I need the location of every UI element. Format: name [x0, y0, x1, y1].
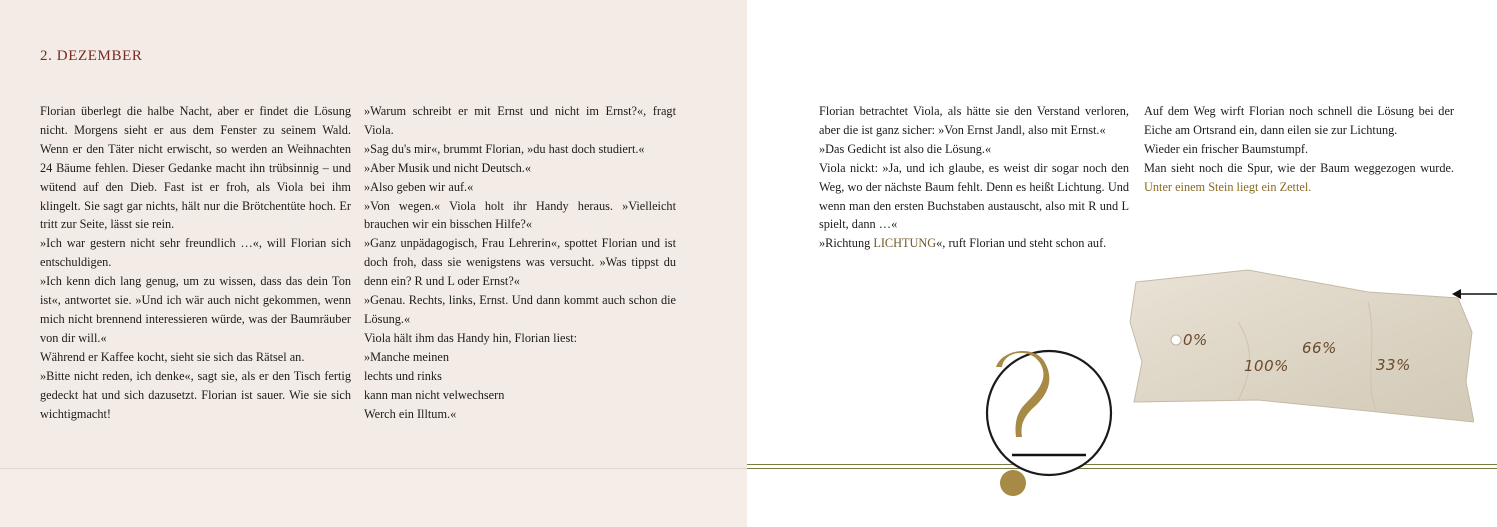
- paragraph: »Ich kenn dich lang genug, um zu wissen, dass das dein Ton ist«, antwortet sie. »Und ich wär auch nicht gekommen, wenn mich nicht brennend interessieren würde, was der Baumräuber von dir will.«: [40, 274, 351, 345]
- text-run: Man sieht noch die Spur, wie der Baum weggezogen wurde.: [1144, 160, 1454, 175]
- text-run: »Richtung: [819, 236, 874, 251]
- paragraph: Florian überlegt die halbe Nacht, aber er findet die Lösung nicht. Morgens sieht er aus dem Fenster zu seinem Wald. Wenn er den Täter nicht erwischt, so werden an Weihnachten 24 Bäume fehlen. Dieser Gedanke macht ihn trübsinnig – und wütend auf den Dieb. Fast ist er froh, als Viola bei ihm klingelt. Sie sagt gar nichts, hält nur die Brötchentüte hoch. Er tritt zur Seite, lässt sie rein.: [40, 104, 351, 232]
- text-run: «, ruft Florian und steht schon auf.: [936, 236, 1107, 251]
- arrow-left-icon: [1452, 287, 1497, 301]
- paragraph: »Bitte nicht reden, ich denke«, sagt sie, als er den Tisch fertig gedeckt hat und sich dazusetzt. Florian ist sauer. Wie sie sich wichtigmacht!: [40, 368, 351, 421]
- highlight-word: LICHTUNG: [873, 236, 937, 251]
- paragraph: »Warum schreibt er mit Ernst und nicht im Ernst?«, fragt Viola.: [364, 104, 676, 137]
- paragraph: »Von wegen.« Viola holt ihr Handy heraus. »Vielleicht brauchen wir ein bisschen Hilfe?«: [364, 198, 676, 232]
- answer-option[interactable]: 0%: [1183, 331, 1208, 349]
- poem-line: lechts und rinks: [364, 368, 442, 383]
- paper-note: [1128, 262, 1474, 428]
- text-column-2: [364, 102, 676, 423]
- poem-line: »Manche meinen: [364, 349, 450, 364]
- paragraph: Viola hält ihm das Handy hin, Florian liest:: [364, 330, 578, 345]
- poem-line: kann man nicht velwechsern: [364, 387, 505, 402]
- paragraph: Auf dem Weg wirft Florian noch schnell die Lösung bei der Eiche am Ortsrand ein, dann eilen sie zur Lichtung.: [1144, 104, 1454, 137]
- paragraph: »Aber Musik und nicht Deutsch.«: [364, 160, 532, 175]
- paragraph: [819, 234, 1129, 253]
- paragraph: [1144, 159, 1454, 197]
- highlight-clue: Unter einem Stein liegt ein Zettel.: [1144, 179, 1312, 194]
- paragraph: »Sag du's mir«, brummt Florian, »du hast doch studiert.«: [364, 141, 645, 156]
- paragraph: »Genau. Rechts, links, Ernst. Und dann kommt auch schon die Lösung.«: [364, 293, 676, 326]
- answer-option[interactable]: 33%: [1376, 356, 1411, 374]
- text-column-4: [1144, 102, 1454, 197]
- paragraph: »Das Gedicht ist also die Lösung.«: [819, 141, 992, 156]
- paragraph: »Ich war gestern nicht sehr freundlich …«, will Florian sich entschuldigen.: [40, 236, 351, 270]
- answer-option[interactable]: 66%: [1302, 339, 1337, 357]
- answer-option[interactable]: 100%: [1244, 357, 1289, 375]
- text-column-1: [40, 102, 351, 423]
- paragraph: »Ganz unpädagogisch, Frau Lehrerin«, spottet Florian und ist doch froh, dass sie wenigstens was versucht. »Was tippst du denn ein? R und L oder Ernst?«: [364, 236, 676, 289]
- paragraph: Viola nickt: »Ja, und ich glaube, es weist dir sogar noch den Weg, wo der nächste Baum fehlt. Denn es heißt Lichtung. Und wenn man den ersten Buchstaben austauscht, also mit R und L spielt, dann …«: [819, 160, 1129, 232]
- poem-line: Werch ein Illtum.«: [364, 406, 457, 421]
- paragraph: Florian betrachtet Viola, als hätte sie den Verstand verloren, aber die ist ganz sicher: »Von Ernst Jandl, also mit Ernst.«: [819, 104, 1129, 137]
- text-column-3: [819, 102, 1129, 253]
- paragraph: Während er Kaffee kocht, sieht sie sich das Rätsel an.: [40, 349, 305, 364]
- divider-line: [747, 468, 1497, 469]
- divider-line: [747, 464, 1497, 465]
- chapter-heading: 2. DEZEMBER: [40, 48, 143, 64]
- paragraph: »Also geben wir auf.«: [364, 179, 474, 194]
- question-mark-circle-icon: [978, 345, 1118, 500]
- left-page-footer-band: [0, 468, 747, 527]
- paragraph: Wieder ein frischer Baumstumpf.: [1144, 141, 1309, 156]
